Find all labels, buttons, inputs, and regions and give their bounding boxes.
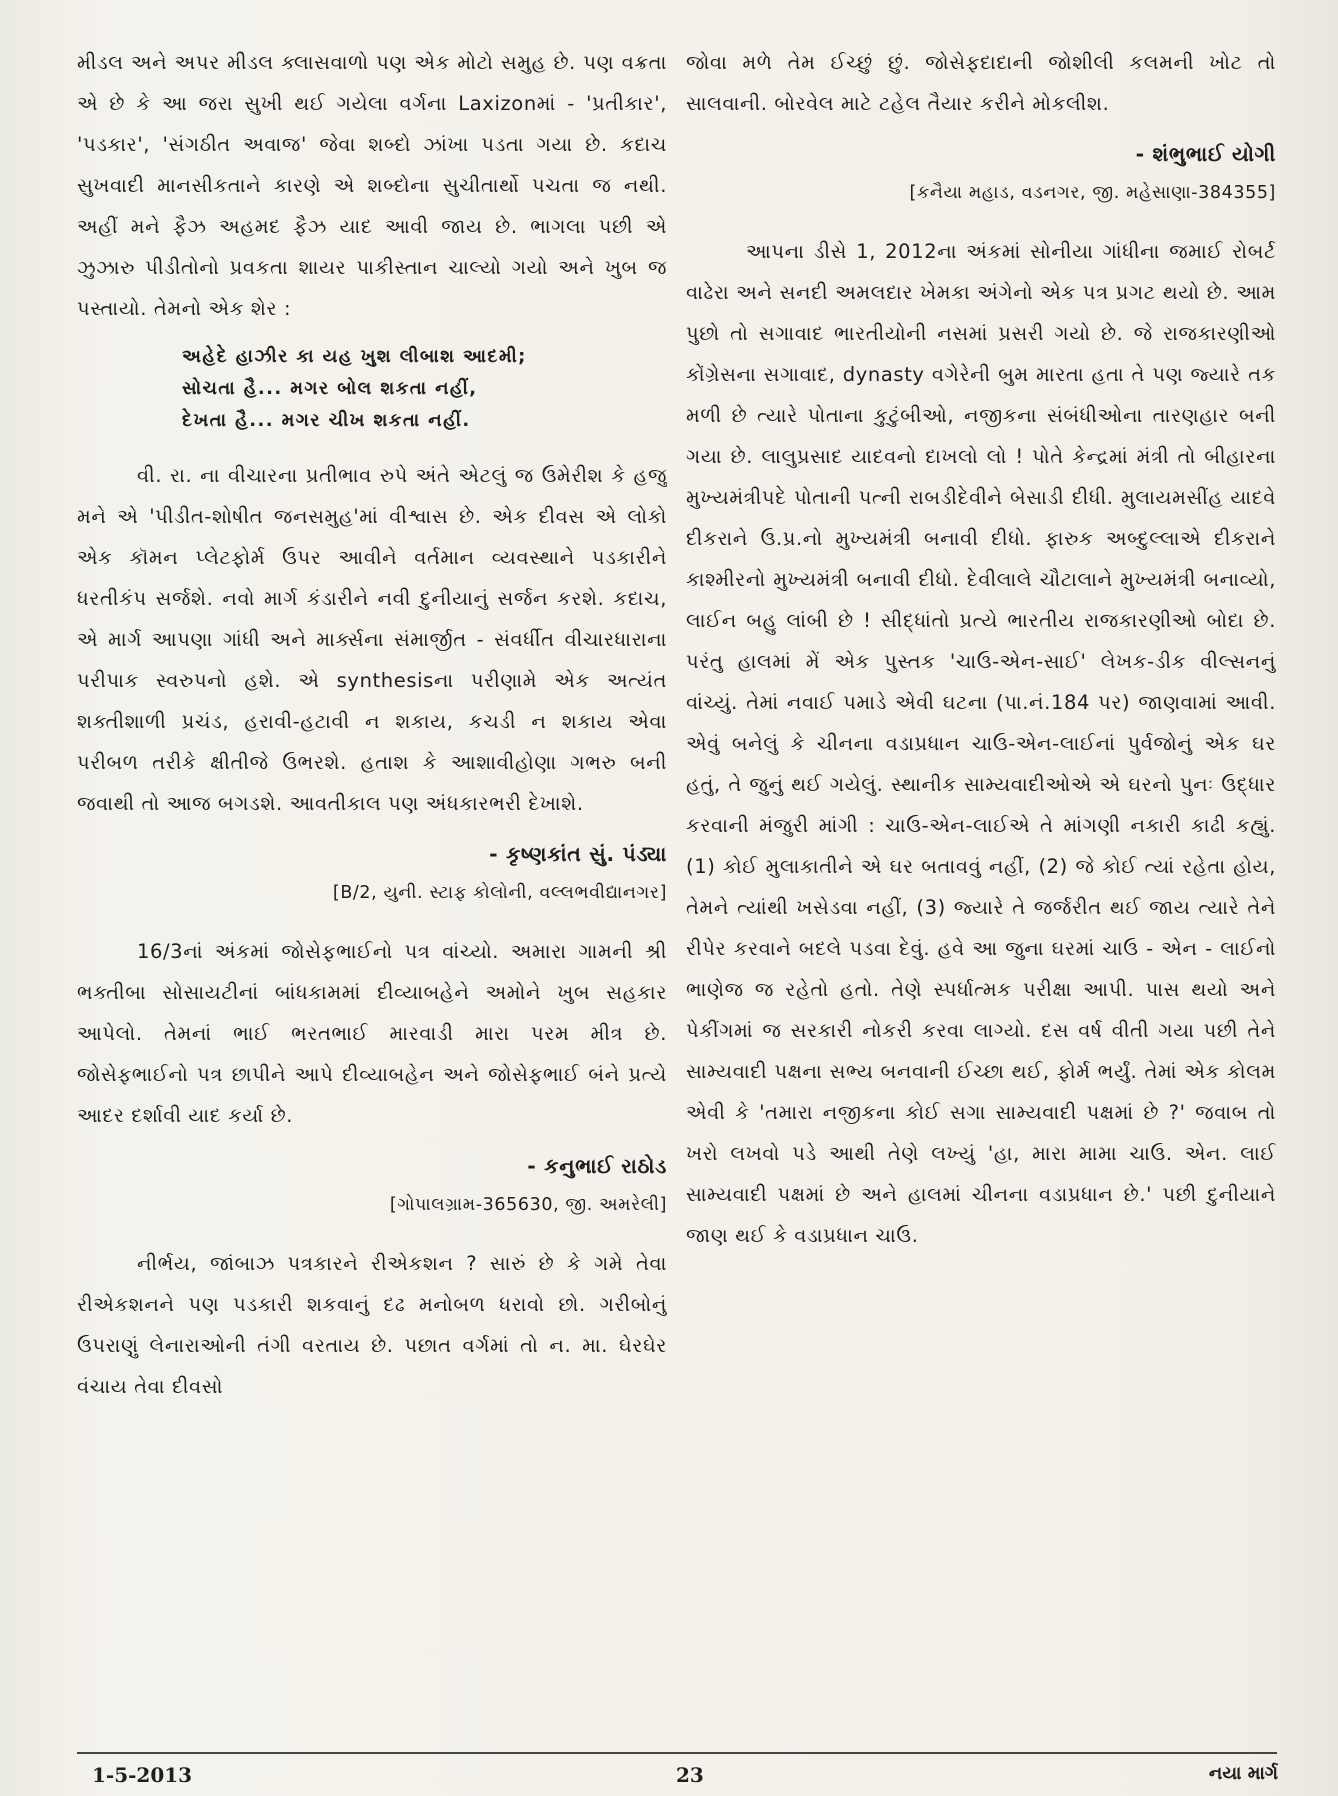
- poem-line: દેખતા હૈ... મગર ચીખ શકતા નહીં.: [182, 410, 471, 431]
- right-column: [686, 42, 1276, 1682]
- publication-title: નયા માર્ગ: [1208, 1763, 1278, 1784]
- letter-address: [ગોપાલગ્રામ-365630, જી. અમરેલી]: [389, 1195, 667, 1215]
- letter-address: [કનૈયા મહાડ, વડનગર, જી. મહેસાણા-384355]: [909, 183, 1276, 203]
- letter-signature: - કનુભાઈ રાઠોડ: [527, 1154, 667, 1178]
- letter-paragraph: આપના ડીસે 1, 2012ના અંકમાં સોનીયા ગાંધીના જમાઈ રોબર્ટ વાઢેરા અને સનદી અમલદાર ખેમકા અંગેનો એક પત્ર પ્રગટ થયો છે. આમ પુછો તો સગાવાદ ભારતીયોની નસમાં પ્રસરી ગયો છે. જે રાજકારણીઓ કોંગ્રેસના સગાવાદ, dynasty વગેરેની બુમ મારતા હતા તે પણ જ્યારે તક મળી છે ત્યારે પોતાના કુટુંબીઓ, નજીકના સંબંધીઓના તારણહાર બની ગયા છે. લાલુપ્રસાદ યાદવનો દાખલો લો ! પોતે કેન્દ્રમાં મંત્રી તો બીહારના મુખ્યમંત્રીપદે પોતાની પત્ની રાબડીદેવીને બેસાડી દીધી. મુલાયમસીંહ યાદવે દીકરાને ઉ.પ્ર.નો મુખ્યમંત્રી બનાવી દીધો. ફારુક અબ્દુલ્લાએ દીકરાને કાશ્મીરનો મુખ્યમંત્રી બનાવી દીધો. દેવીલાલે ચૌટાલાને મુખ્યમંત્રી બનાવ્યો, લાઈન બહુ લાંબી છે ! સીદ્ધાંતો પ્રત્યે ભારતીય રાજકારણીઓ બોદા છે. પરંતુ હાલમાં મેં એક પુસ્તક 'ચાઉ-એન-સાઈ' લેખક-ડીક વીલ્સનનું વાંચ્યું. તેમાં નવાઈ પમાડે એવી ઘટના (પા.નં.184 પર) જાણવામાં આવી. એવું બનેલું કે ચીનના વડાપ્રધાન ચાઉ-એન-લાઈનાં પુર્વજોનું એક ઘર હતું, તે જુનું થઈ ગયેલું. સ્થાનીક સામ્યવાદીઓએ એ ઘરનો પુનઃ ઉદ્ધાર કરવાની મંજુરી માંગી : ચાઉ-એન-લાઈએ તે માંગણી નકારી કાઢી કહ્યું. (1) કોઈ મુલાકાતીને એ ઘર બતાવવું નહીં, (2) જે કોઈ ત્યાં રહેતા હોય, તેમને ત્યાંથી ખસેડવા નહીં, (3) જ્યારે તે જર્જરીત થઈ જાય ત્યારે તેને રીપેર કરવાને બદલે પડવા દેવું. હવે આ જુના ઘરમાં ચાઉ - એન - લાઈનો ભાણેજ જ રહેતો હતો. તેણે સ્પર્ધાત્મક પરીક્ષા આપી. પાસ થયો અને પેકીંગમાં જ સરકારી નોકરી કરવા લાગ્યો. દસ વર્ષ વીતી ગયા પછી તેને સામ્યવાદી પક્ષના સભ્ય બનવાની ઈચ્છા થઈ, ફોર્મ ભર્યું. તેમાં એક કોલમ એવી કે 'તમારા નજીકના કોઈ સગા સામ્યવાદી પક્ષમાં છે ?' જવાબ તો ખરો લખવો પડે આથી તેણે લખ્યું 'હા, મારા મામા ચાઉ. એન. લાઈ સામ્યવાદી પક્ષમાં છે અને હાલમાં ચીનના વડાપ્રધાન છે.' પછી દુનીયાને જાણ થઈ કે વડાપ્રધાન ચાઉ.: [686, 240, 1276, 1247]
- poem-line: અહેદે હાઝીર કા યહ ખુશ લીબાશ આદમી;: [182, 346, 527, 367]
- left-column: [77, 42, 667, 1682]
- issue-date: 1-5-2013: [92, 1763, 193, 1787]
- letter-signature: - કૃષ્ણકાંત સું. પંડ્યા: [489, 842, 667, 866]
- letter-paragraph: 16/3નાં અંકમાં જોસેફભાઈનો પત્ર વાંચ્યો. અમારા ગામની શ્રી ભક્તીબા સોસાયટીનાં બાંધકામમાં દીવ્યાબહેને અમોને ખુબ સહકાર આપેલો. તેમનાં ભાઈ ભરતભાઈ મારવાડી મારા પરમ મીત્ર છે. જોસેફભાઈનો પત્ર છાપીને આપે દીવ્યાબહેન અને જોસેફભાઈ બંને પ્રત્યે આદર દર્શાવી યાદ કર્યા છે.: [77, 940, 667, 1127]
- page-number: 23: [676, 1763, 704, 1787]
- poem-couplet: [182, 341, 667, 437]
- letter-address: [B/2, યુની. સ્ટાફ કોલોની, વલ્લભવીદ્યાનગર]: [332, 883, 667, 903]
- letter-paragraph: મીડલ અને અપર મીડલ ક્લાસવાળો પણ એક મોટો સમુહ છે. પણ વક્રતા એ છે કે આ જરા સુખી થઈ ગયેલા વર્ગના Laxizonમાં - 'પ્રતીકાર', 'પડકાર', 'સંગઠીત અવાજ' જેવા શબ્દો ઝાંખા પડતા ગયા છે. કદાચ સુખવાદી માનસીકતાને કારણે એ શબ્દોના સુચીતાર્થો પચતા જ નથી. અહીં મને ફૈઝ અહમદ ફૈઝ યાદ આવી જાય છે. ભાગલા પછી એ ઝુઝારુ પીડીતોનો પ્રવકતા શાયર પાકીસ્તાન ચાલ્યો ગયો અને ખુબ જ પસ્તાયો. તેમનો એક શેર :: [77, 51, 667, 320]
- footer-divider: [77, 1752, 1277, 1754]
- letter-signature: - શંભુભાઈ યોગી: [1135, 142, 1276, 166]
- poem-line: સોચતા હૈ... મગર બોલ શકતા નહીં,: [182, 378, 478, 399]
- letter-paragraph: જોવા મળે તેમ ઈચ્છું છું. જોસેફદાદાની જોશીલી કલમની ખોટ તો સાલવાની. બોરવેલ માટે ટહેલ તૈયાર કરીને મોકલીશ.: [686, 51, 1276, 115]
- letter-paragraph: નીર્ભય, જાંબાઝ પત્રકારને રીએકશન ? સારું છે કે ગમે તેવા રીએકશનને પણ પડકારી શકવાનું દઢ મનોબળ ધરાવો છો. ગરીબોનું ઉપરાણું લેનારાઓની તંગી વરતાય છે. પછાત વર્ગમાં તો ન. મા. ઘેરઘેર વંચાય તેવા દીવસો: [77, 1252, 667, 1398]
- letter-paragraph: વી. રા. ના વીચારના પ્રતીભાવ રુપે અંતે એટલું જ ઉમેરીશ કે હજુ મને એ 'પીડીત-શોષીત જનસમુહ'માં વીશ્વાસ છે. એક દીવસ એ લોકો એક કૉમન પ્લેટફોર્મ ઉપર આવીને વર્તમાન વ્યવસ્થાને પડકારીને ધરતીકંપ સર્જશે. નવો માર્ગ કંડારીને નવી દુનીયાનું સર્જન કરશે. કદાચ, એ માર્ગ આપણા ગાંધી અને માર્ક્સના સંમાર્જીત - સંવર્ધીત વીચારધારાના પરીપાક સ્વરુપનો હશે. એ synthesisના પરીણામે એક અત્યંત શક્તીશાળી પ્રચંડ, હરાવી-હટાવી ન શકાય, કચડી ન શકાય એવા પરીબળ તરીકે ક્ષીતીજે ઉભરશે. હતાશ કે આશાવીહોણા ગભરુ બની જવાથી તો આજ બગડશે. આવતીકાલ પણ અંધકારભરી દેખાશે.: [77, 464, 667, 815]
